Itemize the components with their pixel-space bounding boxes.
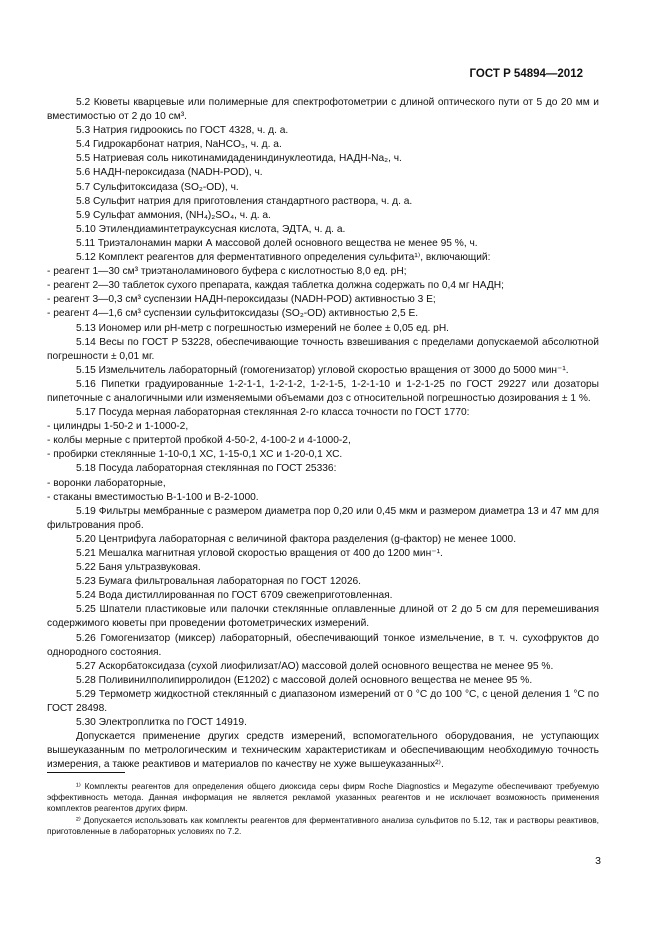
item-5-25: 5.25 Шпатели пластиковые или палочки стеклянные оплавленные длиной от 2 до 5 см для перемешивания содержимого кюветы при проведении фотометрических измерений. (47, 604, 599, 630)
item-5-24: 5.24 Вода дистиллированная по ГОСТ 6709 свежеприготовленная. (76, 590, 393, 602)
list-item: - пробирки стеклянные 1-10-0,1 ХС, 1-15-0,1 ХС и 1-20-0,1 ХС. (47, 449, 343, 461)
closing-paragraph: Допускается применение других средств измерений, вспомогательного оборудования, не уступающих вышеуказанным по метрологическим и техническим характеристикам и обеспечивающим необходимую точность измерения, а также реактивов и материалов по качеству не хуже вышеуказанных²⁾. (47, 731, 599, 771)
document-body (47, 96, 599, 773)
item-5-14: 5.14 Весы по ГОСТ Р 53228, обеспечивающие точность взвешивания с пределами допускаемой абсолютной погрешности ± 0,01 мг. (47, 336, 599, 362)
list-item: - цилиндры 1-50-2 и 1-1000-2, (47, 421, 189, 433)
item-5-18: 5.18 Посуда лабораторная стеклянная по ГОСТ 25336: (76, 463, 337, 475)
item-5-6: 5.6 НАДН-пероксидаза (NADH-POD), ч. (76, 167, 263, 179)
list-item: - реагент 3—0,3 см³ суспензии НАДН-пероксидазы (NADH-POD) активностью 3 Е; (47, 294, 436, 306)
list-item: - реагент 4—1,6 см³ суспензии сульфитоксидазы (SO₂-OD) активностью 2,5 Е. (47, 308, 419, 320)
item-5-27: 5.27 Аскорбатоксидаза (сухой лиофилизат/АО) массовой долей основного вещества не менее 95 %. (76, 660, 554, 672)
item-5-19: 5.19 Фильтры мембранные с размером диаметра пор 0,20 или 0,45 мкм и размером диаметра 13 и 47 мм для фильтрования проб. (47, 505, 599, 531)
item-5-12: 5.12 Комплект реагентов для ферментативного определения сульфита¹⁾, включающий: (76, 252, 491, 264)
footnote-2: ²⁾ Допускается использовать как комплекты реагентов для ферментативного анализа сульфитов по 5.12, так и растворы реактивов, приготовленные в лабораторных условиях по 7.2. (47, 814, 599, 836)
list-item: - воронки лабораторные, (47, 477, 166, 489)
item-5-23: 5.23 Бумага фильтровальная лабораторная по ГОСТ 12026. (76, 576, 361, 588)
item-5-17: 5.17 Посуда мерная лабораторная стеклянная 2-го класса точности по ГОСТ 1770: (76, 407, 470, 419)
item-5-28: 5.28 Поливинилполипирролидон (Е1202) с массовой долей основного вещества не менее 95 %. (76, 674, 533, 686)
footnotes (47, 781, 599, 837)
list-item: - реагент 1—30 см³ триэтаноламинового буфера с кислотностью 8,0 ед. pH; (47, 266, 407, 278)
item-5-8: 5.8 Сульфит натрия для приготовления стандартного раствора, ч. д. а. (76, 195, 413, 207)
item-5-21: 5.21 Мешалка магнитная угловой скоростью вращения от 400 до 1200 мин⁻¹. (76, 548, 443, 559)
list-item: - реагент 2—30 таблеток сухого препарата, каждая таблетка должна содержать по 0,4 мг НАДН; (47, 280, 504, 292)
page-number: 3 (595, 855, 601, 867)
item-5-10: 5.10 Этилендиаминтетрауксусная кислота, ЭДТА, ч. д. а. (76, 223, 346, 235)
item-5-29: 5.29 Термометр жидкостной стеклянный с диапазоном измерений от 0 °C до 100 °C, с ценой деления 1 °C по ГОСТ 28498. (47, 688, 599, 715)
document-header: ГОСТ Р 54894—2012 (469, 68, 583, 80)
list-item: - колбы мерные с притертой пробкой 4-50-2, 4-100-2 и 4-1000-2, (47, 435, 351, 447)
item-5-9: 5.9 Сульфат аммония, (NH₄)₂SO₄, ч. д. а. (76, 209, 271, 221)
item-5-4: 5.4 Гидрокарбонат натрия, NaHCO₃, ч. д. а. (76, 139, 282, 151)
item-5-26: 5.26 Гомогенизатор (миксер) лабораторный, обеспечивающий тонкое измельчение, в т. ч. сухофруктов до однородного состояния. (47, 632, 599, 658)
item-5-15: 5.15 Измельчитель лабораторный (гомогенизатор) угловой скоростью вращения от 3000 до 5000 мин⁻¹. (76, 364, 569, 376)
item-5-5: 5.5 Натриевая соль никотинамидадениндинуклеотида, НАДН-Na₂, ч. (76, 153, 402, 165)
item-5-3: 5.3 Натрия гидроокись по ГОСТ 4328, ч. д. а. (76, 125, 289, 137)
item-5-22: 5.22 Баня ультразвуковая. (76, 562, 201, 574)
footnote-divider (47, 772, 125, 773)
item-5-30: 5.30 Электроплитка по ГОСТ 14919. (76, 717, 247, 729)
item-5-13: 5.13 Иономер или pH-метр с погрешностью измерений не более ± 0,05 ед. pH. (76, 322, 450, 334)
item-5-11: 5.11 Триэталонамин марки А массовой долей основного вещества не менее 95 %, ч. (76, 237, 478, 249)
list-item: - стаканы вместимостью В-1-100 и В-2-1000. (47, 491, 259, 503)
item-5-16: 5.16 Пипетки градуированные 1-2-1-1, 1-2-1-2, 1-2-1-5, 1-2-1-10 и 1-2-1-25 по ГОСТ 29227 или дозаторы пипеточные с аналогичными или изменяемыми объемами доз с относительной погрешностью дозирования ± 1 %. (47, 378, 599, 404)
item-5-2: 5.2 Кюветы кварцевые или полимерные для спектрофотометрии с длиной оптического пути от 5 до 20 мм и вместимостью от 2 до 10 см³. (47, 97, 599, 123)
item-5-7: 5.7 Сульфитоксидаза (SO₂-OD), ч. (76, 181, 239, 193)
item-5-20: 5.20 Центрифуга лабораторная с величиной фактора разделения (g-фактор) не менее 1000. (76, 533, 517, 545)
footnote-1: ¹⁾ Комплекты реагентов для определения общего диоксида серы фирм Roche Diagnostics и Megazyme обеспечивают требуемую эффективность метода. Данная информация не является рекламой указанных реагентов и не исключает возможность применения комплектов реагентов других фирм. (47, 781, 599, 814)
